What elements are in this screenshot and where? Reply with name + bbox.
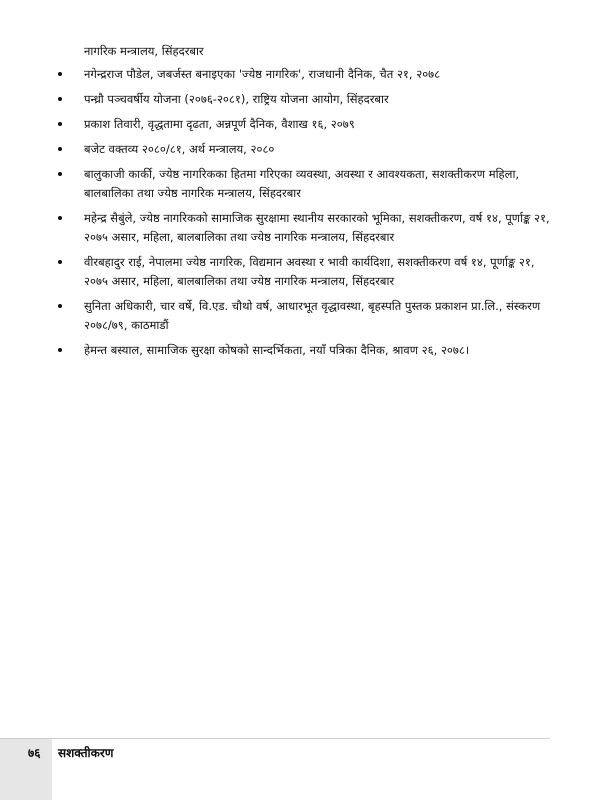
bullet-icon <box>58 72 62 76</box>
running-title: सशक्तीकरण <box>58 746 114 760</box>
reference-text: सुनिता अधिकारी, चार वर्षे, वि.एड. चौथो वर्ष, आधारभूत वृद्धावस्था, बृहस्पति पुस्तक प्रकाशन प्रा.लि., संस्करण २०७८/७९, काठमाडौं <box>84 299 541 332</box>
reference-text: बालुकाजी कार्की, ज्येष्ठ नागरिकका हितमा गरिएका व्यवस्था, अवस्था र आवश्यकता, सशक्तीकरण महिला, बालबालिका तथा ज्येष्ठ नागरिक मन्त्रालय, सिंहदरबार <box>84 167 520 200</box>
reference-item-continued <box>58 42 558 61</box>
reference-item <box>58 209 558 247</box>
reference-text: प्रकाश तिवारी, वृद्धतामा दृढता, अन्नपूर्ण दैनिक, वैशाख १६, २०७९ <box>84 117 355 131</box>
bullet-icon <box>58 304 62 308</box>
bullet-icon <box>58 97 62 101</box>
bullet-icon <box>58 172 62 176</box>
reference-item <box>58 140 558 159</box>
reference-list <box>58 42 558 366</box>
reference-text: पन्ध्रौ पञ्चवर्षीय योजना (२०७६-२०८१), राष्ट्रिय योजना आयोग, सिंहदरबार <box>84 92 389 106</box>
reference-item <box>58 65 558 84</box>
footer-page-tab <box>0 739 52 800</box>
reference-text: महेन्द्र सैबुंले, ज्येष्ठ नागरिकको सामाजिक सुरक्षामा स्थानीय सरकारको भूमिका, सशक्तीकरण, वर्ष १४, पूर्णाङ्क २१, २०७५ असार, महिला, बालबालिका तथा ज्येष्ठ नागरिक मन्त्रालय, सिंहदरबार <box>84 211 550 244</box>
reference-item <box>58 341 558 360</box>
bullet-icon <box>58 216 62 220</box>
reference-text: नगेन्द्रराज पौडेल, जबर्जस्त बनाइएका 'ज्येष्ठ नागरिक', राजधानी दैनिक, चैत २१, २०७८ <box>84 67 441 81</box>
reference-text: हेमन्त बस्याल, सामाजिक सुरक्षा कोषको सान्दर्भिकता, नयाँ पत्रिका दैनिक, श्रावण २६, २०७८। <box>84 343 470 357</box>
reference-item <box>58 253 558 291</box>
bullet-icon <box>58 147 62 151</box>
bullet-icon <box>58 348 62 352</box>
footer-divider <box>0 738 550 739</box>
reference-text: वीरबहादुर राई, नेपालमा ज्येष्ठ नागरिक, विद्यमान अवस्था र भावी कार्यदिशा, सशक्तीकरण वर्ष १४, पूर्णाङ्क २१, २०७५ असार, महिला, बालबालिका तथा ज्येष्ठ नागरिक मन्त्रालय, सिंहदरबार <box>84 255 535 288</box>
page-number: ७६ <box>28 746 41 760</box>
reference-item <box>58 297 558 335</box>
reference-text: बजेट वक्तव्य २०८०/८१, अर्थ मन्त्रालय, २०८० <box>84 142 275 156</box>
bullet-icon <box>58 122 62 126</box>
bullet-icon <box>58 260 62 264</box>
reference-text: नागरिक मन्त्रालय, सिंहदरबार <box>84 44 204 58</box>
reference-item <box>58 90 558 109</box>
reference-item <box>58 115 558 134</box>
reference-item <box>58 165 558 203</box>
